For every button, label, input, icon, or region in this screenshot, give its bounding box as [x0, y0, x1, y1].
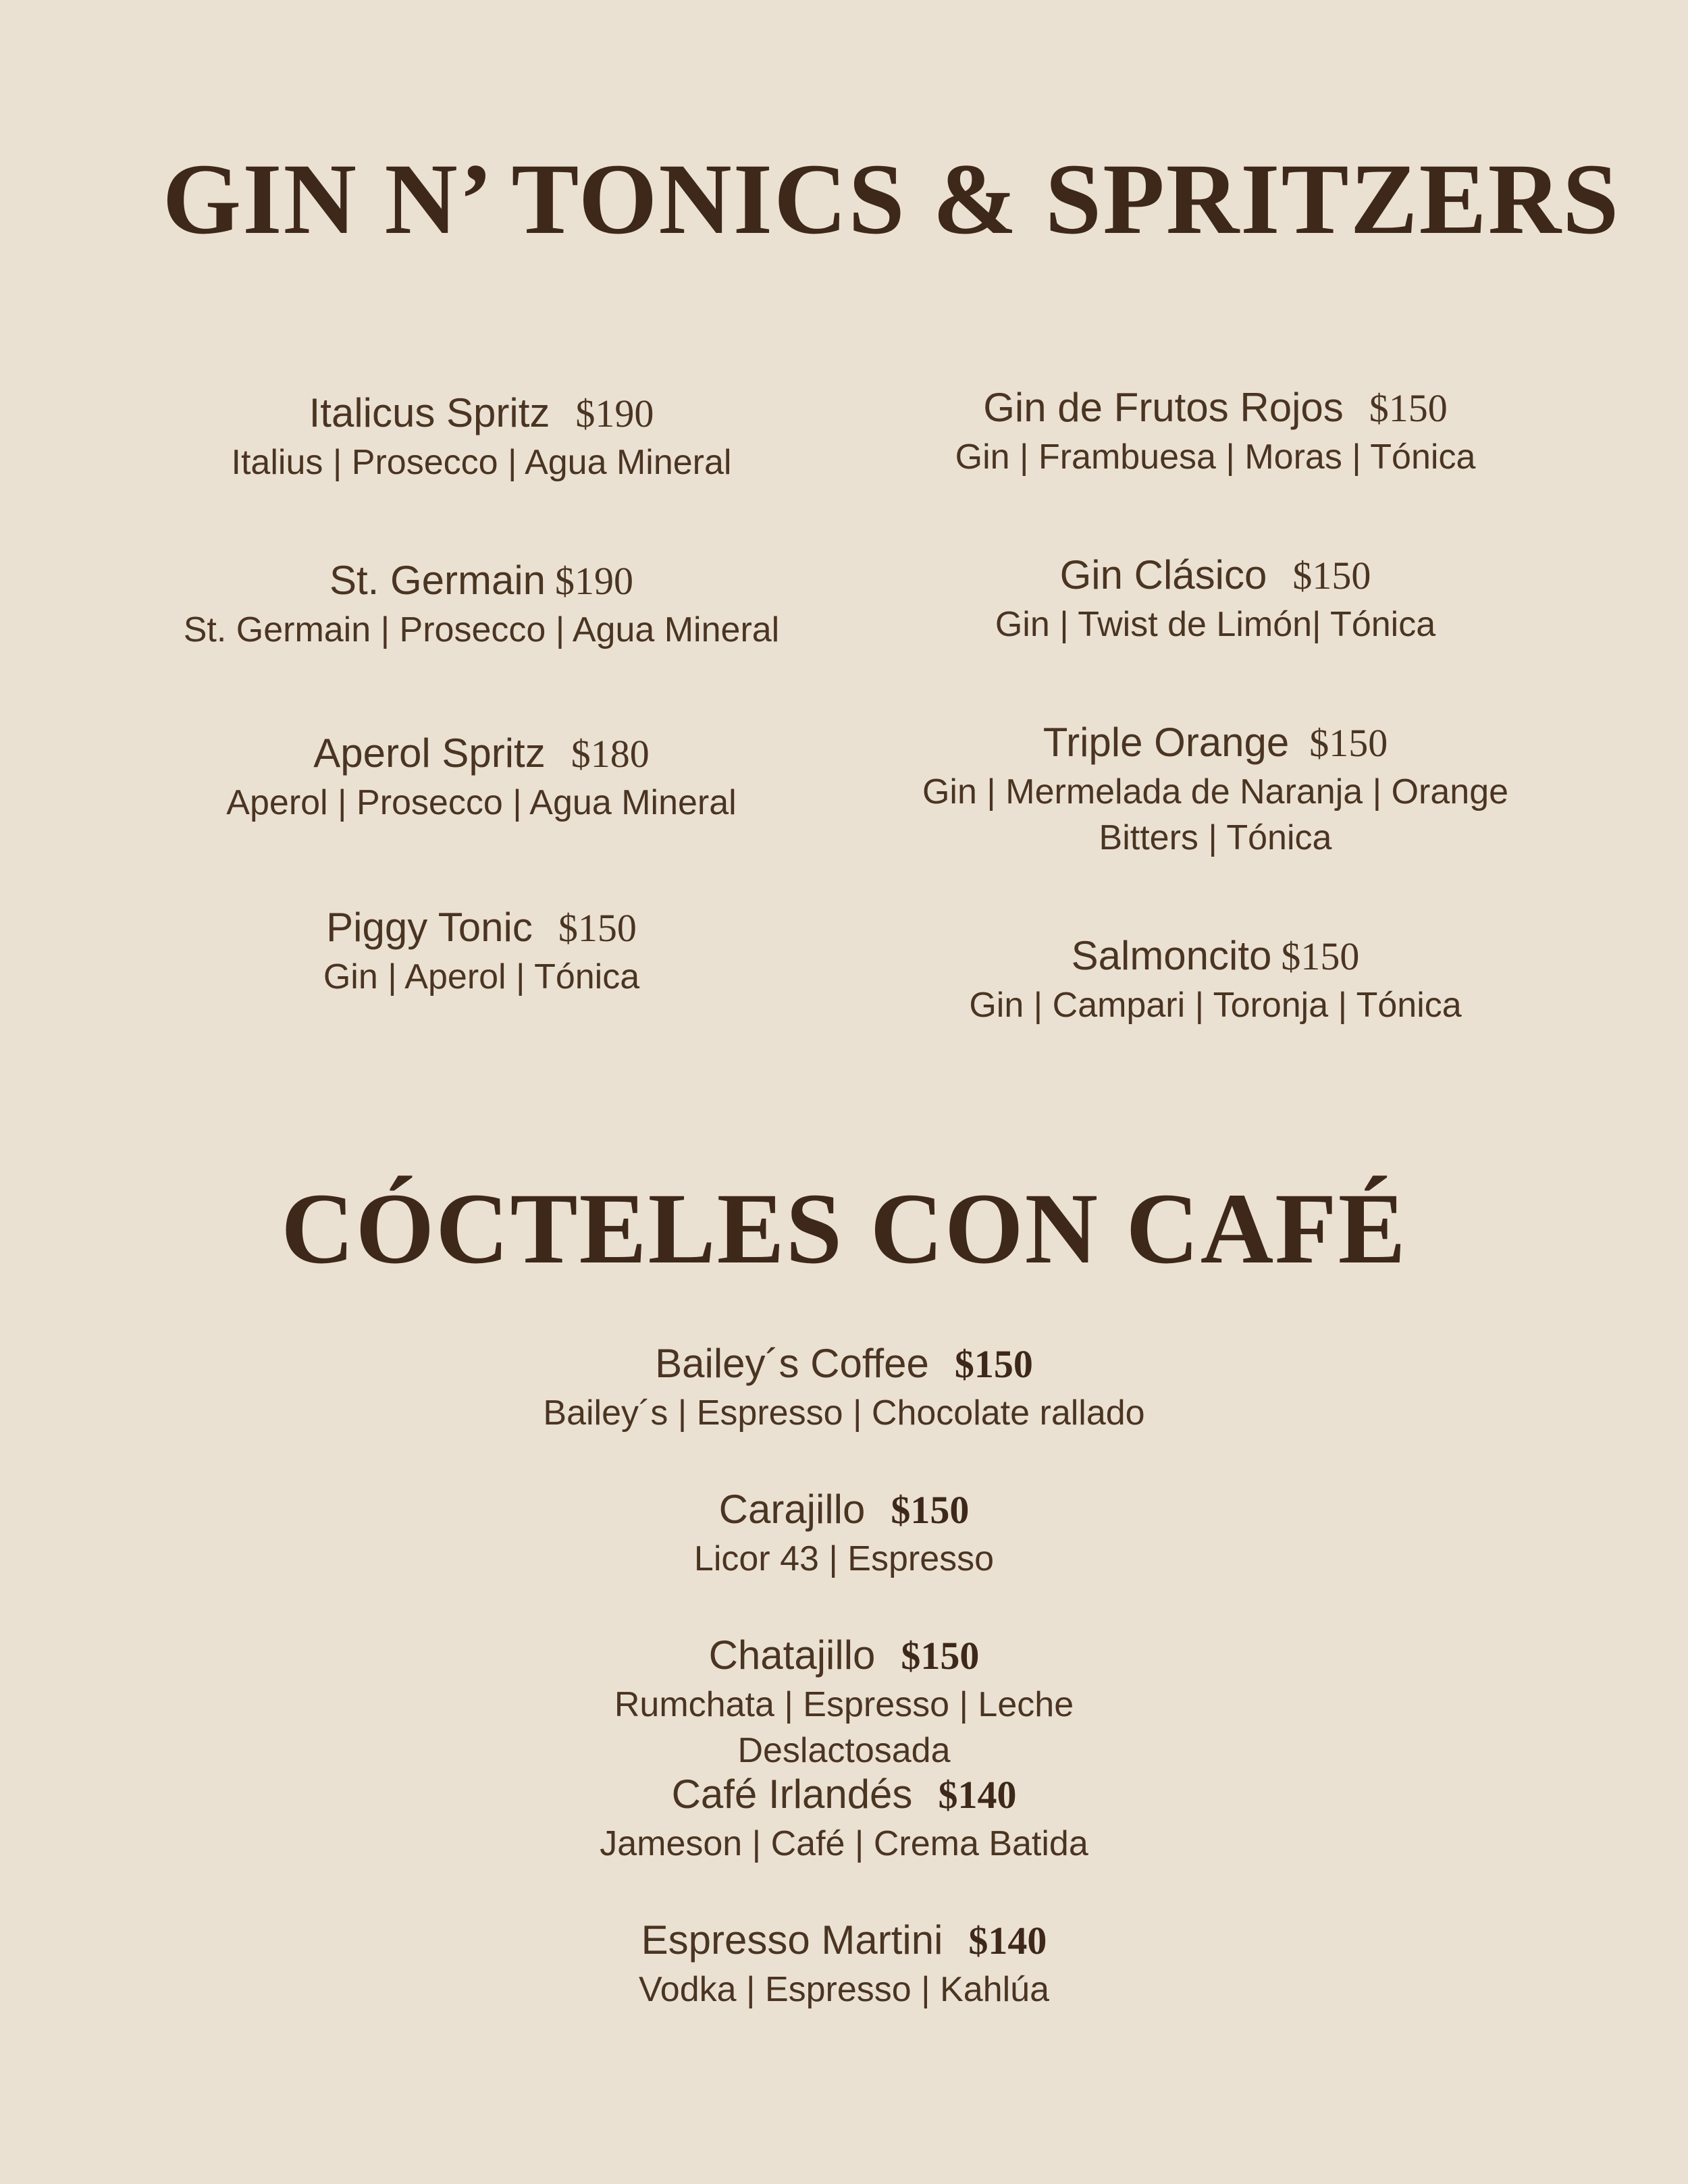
item-price: $150 — [1281, 934, 1360, 978]
item-price: $150 — [1292, 554, 1371, 597]
item-price: $190 — [555, 559, 634, 603]
item-name: Aperol Spritz — [313, 730, 546, 776]
item-description: Jameson | Café | Crema Batida — [600, 1824, 1088, 1863]
item-name: Bailey´s Coffee — [655, 1341, 929, 1386]
item-price: $150 — [558, 906, 637, 950]
menu-item — [144, 388, 819, 485]
item-price: $180 — [571, 732, 650, 776]
item-name: Carajillo — [718, 1487, 866, 1532]
item-name: Gin Clásico — [1059, 552, 1267, 597]
menu-item — [506, 1769, 1182, 1867]
item-price: $140 — [968, 1919, 1047, 1963]
item-description: Gin | Campari | Toronja | Tónica — [969, 986, 1462, 1025]
menu-item — [144, 902, 819, 1000]
menu-item — [506, 1484, 1182, 1582]
menu-item — [506, 1338, 1182, 1436]
menu-item — [506, 1630, 1182, 1774]
item-price: $150 — [891, 1488, 970, 1532]
menu-item — [878, 717, 1553, 861]
item-description: St. Germain | Prosecco | Agua Mineral — [183, 610, 780, 649]
item-price: $150 — [1309, 721, 1388, 765]
item-name: Café Irlandés — [671, 1772, 913, 1817]
item-price: $150 — [954, 1342, 1033, 1386]
item-name: Piggy Tonic — [326, 905, 533, 950]
menu-item — [506, 1915, 1182, 2013]
item-name: Gin de Frutos Rojos — [983, 385, 1344, 430]
item-name: Salmoncito — [1071, 933, 1272, 978]
item-price: $190 — [575, 392, 654, 435]
item-description: Licor 43 | Espresso — [693, 1539, 995, 1578]
menu-item — [878, 382, 1553, 480]
item-description: Gin | Twist de Limón| Tónica — [995, 605, 1436, 644]
menu-item — [144, 555, 819, 653]
menu-item — [878, 550, 1553, 647]
item-description: Gin | Mermelada de Naranja | Orange — [922, 772, 1509, 811]
item-name: St. Germain — [329, 558, 546, 603]
item-price: $150 — [901, 1634, 980, 1678]
item-name: Espresso Martini — [641, 1917, 943, 1963]
item-name: Chatajillo — [708, 1632, 876, 1678]
section-title-cocteles-cafe: CÓCTELES CON CAFÉ — [281, 1173, 1407, 1285]
item-name: Triple Orange — [1043, 720, 1290, 765]
item-description: Aperol | Prosecco | Agua Mineral — [226, 783, 737, 822]
item-description: Italius | Prosecco | Agua Mineral — [231, 443, 732, 482]
item-name: Italicus Spritz — [309, 390, 550, 435]
item-description-continued: Bitters | Tónica — [1099, 818, 1332, 857]
item-price: $150 — [1369, 386, 1448, 430]
item-description: Gin | Aperol | Tónica — [323, 957, 640, 996]
item-description: Vodka | Espresso | Kahlúa — [638, 1970, 1050, 2009]
item-description: Rumchata | Espresso | Leche Deslactosada — [614, 1685, 1074, 1770]
item-price: $140 — [938, 1773, 1017, 1817]
menu-item — [878, 930, 1553, 1028]
item-description: Bailey´s | Espresso | Chocolate rallado — [543, 1393, 1145, 1433]
menu-item — [144, 728, 819, 826]
section-title-gin-tonics: GIN N’ TONICS & SPRITZERS — [162, 143, 1620, 255]
item-description: Gin | Frambuesa | Moras | Tónica — [955, 437, 1476, 477]
